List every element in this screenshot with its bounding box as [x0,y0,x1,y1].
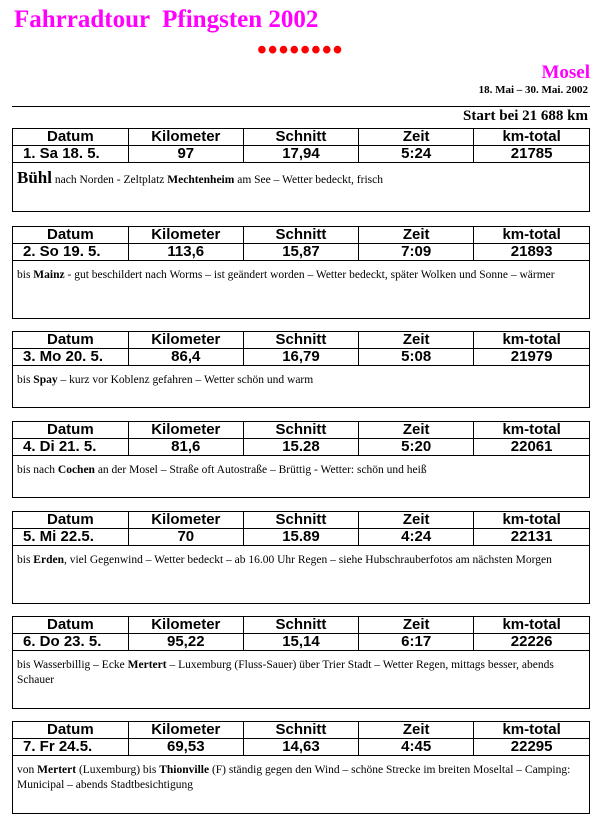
place-name: Mainz [33,269,65,281]
stage-note [13,163,589,188]
place-name: Cochen [57,464,95,476]
stage-kilometer: 95,22 [128,634,243,651]
place-name: Thionville [159,764,210,776]
column-header: Zeit [359,722,474,739]
stage-date: 6. Do 23. 5. [13,634,128,651]
column-header: km-total [474,512,589,529]
stage-block [12,616,590,709]
stage-table [13,512,589,546]
note-text: bis [17,374,34,386]
note-text: bis nach [17,464,58,476]
note-text: , viel Gegenwind – Wetter bedeckt – ab 16.00 Uhr Regen – siehe Hubschrauberfotos am nächsten Morgen [63,554,552,566]
start-km: Start bei 21 688 km [463,108,588,124]
column-header: Datum [13,129,128,146]
stage-block [12,331,590,408]
note-text: an der Mosel – Straße oft Autostraße – Brüttig - Wetter: schön und heiß [94,464,427,476]
note-text: - gut beschildert nach Worms – ist geändert worden – Wetter bedeckt, später Wolken und Sonne – wärmer [64,269,555,281]
stage-date: 1. Sa 18. 5. [13,146,128,163]
stage-time: 4:45 [359,739,474,756]
column-header: Schnitt [243,332,358,349]
place-name: Bühl [17,168,52,187]
note-text: (F) ständig gegen den Wind – schöne Strecke im breiten Moseltal – Camping: Municipal – abends Stadtbesichtigung [17,764,571,791]
column-header: Schnitt [243,617,358,634]
stage-values-row [13,349,589,366]
column-header: Zeit [359,512,474,529]
column-header: Datum [13,722,128,739]
stage-header-row [13,422,589,439]
place-name: Mertert [37,764,77,776]
note-text: am See – Wetter bedeckt, frisch [234,174,383,186]
column-header: Zeit [359,129,474,146]
stage-km-total: 21785 [474,146,589,163]
column-header: Schnitt [243,722,358,739]
stage-header-row [13,227,589,244]
note-text: nach Norden - Zeltplatz [51,174,168,186]
region-heading: Mosel [541,62,590,83]
stage-time: 5:24 [359,146,474,163]
stage-kilometer: 69,53 [128,739,243,756]
stage-average: 15,87 [243,244,358,261]
column-header: km-total [474,722,589,739]
place-name: Mertert [127,659,167,671]
note-text: – kurz vor Koblenz gefahren – Wetter schön und warm [57,374,314,386]
stage-header-row [13,512,589,529]
note-text: bis [17,554,34,566]
stage-note [13,651,589,688]
stage-kilometer: 97 [128,146,243,163]
stage-date: 7. Fr 24.5. [13,739,128,756]
stage-block [12,721,590,814]
stage-average: 14,63 [243,739,358,756]
column-header: Schnitt [243,422,358,439]
stage-kilometer: 113,6 [128,244,243,261]
column-header: Kilometer [128,617,243,634]
stage-kilometer: 81,6 [128,439,243,456]
stage-date: 4. Di 21. 5. [13,439,128,456]
note-text: – Luxemburg (Fluss-Sauer) über Trier Stadt – Wetter Regen, mittags besser, abends Schauer [17,659,554,686]
column-header: Schnitt [243,512,358,529]
column-header: Datum [13,512,128,529]
note-text: (Luxemburg) bis [76,764,160,776]
stage-block [12,421,590,498]
stage-kilometer: 86,4 [128,349,243,366]
note-text: bis [17,269,34,281]
stage-average: 16,79 [243,349,358,366]
stage-header-row [13,617,589,634]
stage-km-total: 22295 [474,739,589,756]
stage-note [13,756,589,793]
note-text: bis Wasserbillig – Ecke [17,659,128,671]
stage-note [13,546,589,568]
column-header: Schnitt [243,227,358,244]
stage-values-row [13,529,589,546]
stage-average: 15.89 [243,529,358,546]
stage-block [12,128,590,212]
date-range: 18. Mai – 30. Mai. 2002 [478,84,588,96]
stage-table [13,129,589,163]
stage-km-total: 22061 [474,439,589,456]
column-header: km-total [474,617,589,634]
column-header: Datum [13,617,128,634]
stage-header-row [13,129,589,146]
stage-block [12,226,590,319]
column-header: km-total [474,129,589,146]
stage-values-row [13,439,589,456]
column-header: Zeit [359,332,474,349]
column-header: Kilometer [128,332,243,349]
stage-table [13,722,589,756]
column-header: Kilometer [128,129,243,146]
column-header: Datum [13,332,128,349]
column-header: Kilometer [128,512,243,529]
stage-note [13,456,589,478]
stage-values-row [13,146,589,163]
stage-km-total: 22131 [474,529,589,546]
note-text: von [17,764,38,776]
stage-average: 15.28 [243,439,358,456]
stage-values-row [13,739,589,756]
column-header: Datum [13,227,128,244]
column-header: Zeit [359,227,474,244]
column-header: Schnitt [243,129,358,146]
stage-header-row [13,332,589,349]
stage-table [13,422,589,456]
column-header: Kilometer [128,422,243,439]
stage-values-row [13,244,589,261]
stage-date: 5. Mi 22.5. [13,529,128,546]
stage-km-total: 22226 [474,634,589,651]
decorative-dots: •••••••• [257,35,344,66]
stage-table [13,617,589,651]
stage-time: 6:17 [359,634,474,651]
page-title: Fahrradtour Pfingsten 2002 [14,6,319,33]
column-header: Kilometer [128,722,243,739]
stage-km-total: 21893 [474,244,589,261]
place-name: Mechtenheim [167,174,235,186]
stage-time: 7:09 [359,244,474,261]
stage-table [13,227,589,261]
column-header: Datum [13,422,128,439]
stage-date: 3. Mo 20. 5. [13,349,128,366]
stage-average: 17,94 [243,146,358,163]
column-header: km-total [474,227,589,244]
stage-note [13,261,589,283]
stage-average: 15,14 [243,634,358,651]
column-header: Kilometer [128,227,243,244]
stage-time: 5:20 [359,439,474,456]
column-header: Zeit [359,422,474,439]
header-divider [12,106,590,107]
stage-table [13,332,589,366]
column-header: Zeit [359,617,474,634]
place-name: Spay [33,374,58,386]
stage-kilometer: 70 [128,529,243,546]
stage-block [12,511,590,604]
stage-date: 2. So 19. 5. [13,244,128,261]
stage-header-row [13,722,589,739]
stage-time: 5:08 [359,349,474,366]
stage-km-total: 21979 [474,349,589,366]
stage-values-row [13,634,589,651]
stage-note [13,366,589,388]
column-header: km-total [474,422,589,439]
stage-time: 4:24 [359,529,474,546]
place-name: Erden [33,554,64,566]
column-header: km-total [474,332,589,349]
